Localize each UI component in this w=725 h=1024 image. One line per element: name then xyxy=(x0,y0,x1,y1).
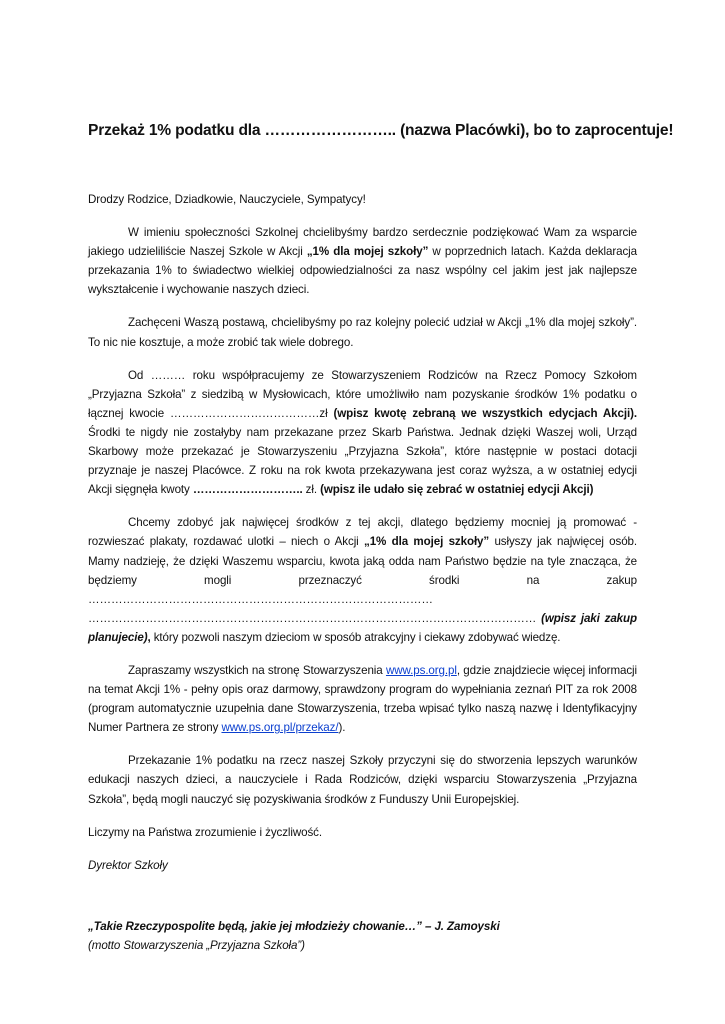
hint-total-amount: (wpisz kwotę zebraną we wszystkich edycjach Akcji). xyxy=(333,406,637,420)
partner-page-link[interactable]: www.ps.org.pl/przekaz/ xyxy=(221,721,339,735)
hint-purchase: (wpisz jaki zakup planujecie) xyxy=(88,611,637,644)
motto-block xyxy=(88,917,637,955)
comma: , xyxy=(147,630,151,644)
currency-label: zł. xyxy=(302,483,321,497)
paragraph-promotion xyxy=(88,513,637,647)
paragraph-website-text-a: Zapraszamy wszystkich na stronę Stowarzyszenia xyxy=(128,663,386,677)
paragraph-website xyxy=(88,661,637,737)
motto-quote: „Takie Rzeczypospolite będą, jakie jej młodzieży chowanie…” – J. Zamoyski xyxy=(88,919,500,933)
paragraph-encouragement: Zachęceni Waszą postawą, chcielibyśmy po raz kolejny polecić udział w Akcji „1% dla mojej szkoły”. To nic nie kosztuje, a może zrobić tak wiele dobrego. xyxy=(88,316,637,349)
paragraph-benefits: Przekazanie 1% podatku na rzecz naszej Szkoły przyczyni się do stworzenia lepszych warunków edukacji naszych dzieci, a nauczyciele i Rada Rodziców, dzięki wsparciu Stowarzyszenia „Przyjazna Szkoła”, będą mogli nauczyć się pozyskiwania środków z Funduszy Unii Europejskiej. xyxy=(88,754,637,806)
purchase-placeholder-line: ……………………………………………………………………………………………………… xyxy=(88,611,542,625)
greeting: Drodzy Rodzice, Dziadkowie, Nauczyciele, Sympatycy! xyxy=(88,193,366,206)
paragraph-promotion-text-c: usłyszy jak najwięcej osób. Mamy nadzieję, że dzięki Waszemu wsparciu, kwota jaką odda nam Państwo będzie na tyle znacząca, że będziemy mogli przeznaczyć środki na zakup ……………………………………………………………………………… xyxy=(88,535,638,606)
document-title: Przekaż 1% podatku dla …………………….. (nazwa Placówki), bo to zaprocentuje! xyxy=(88,122,674,139)
paragraph-promotion-text-g: który pozwoli naszym dzieciom w sposób atrakcyjny i ciekawy zdobywać wiedzę. xyxy=(153,630,561,644)
last-edition-amount-placeholder: ……………………….. xyxy=(192,483,303,497)
hint-last-edition: (wpisz ile udało się zebrać w ostatniej edycji Akcji) xyxy=(320,483,594,497)
paragraph-cooperation xyxy=(88,366,637,500)
closing-line: Liczymy na Państwa zrozumienie i życzliwość. xyxy=(88,825,322,839)
paragraph-website-text-c: ). xyxy=(338,721,346,735)
paragraph-thanks xyxy=(88,223,637,299)
website-link[interactable]: www.ps.org.pl xyxy=(385,663,457,677)
paragraph-cooperation-text-c: Środki te nigdy nie zostałyby nam przekazane przez Skarb Państwa. Jednak dzięki Waszej woli, Urząd Skarbowy może przekazać je Stowarzyszeniu „Przyjazna Szkoła”, które następnie w postaci dotacji przyznaje je naszej Placówce. Z roku na rok kwota przekazywana jest coraz wyższa, a w ostatniej edycji Akcji sięgnęła kwoty xyxy=(88,425,637,497)
paragraph-thanks-text-c: w poprzednich latach. Każda deklaracja przekazania 1% to świadectwo wielkiej odpowiedzialności za nasz wspólny cel jakim jest jak najlepsze wykształcenie i wychowanie naszych dzieci. xyxy=(88,245,637,297)
campaign-name: „1% dla mojej szkoły” xyxy=(306,245,429,259)
paragraph-promotion-text-a: Chcemy zdobyć jak najwięcej środków z tej akcji, dlatego będziemy mocniej ją promować - rozwieszać plakaty, rozdawać ulotki – niech o Akcji xyxy=(88,516,637,549)
paragraph-website-text-b: , gdzie znajdziecie więcej informacji na temat Akcji 1% - pełny opis oraz darmowy, sprawdzony program do wypełniania zeznań PIT za rok 2008 (program automatycznie uzupełnia dane Stowarzyszenia, trzeba wpisać tylko naszą nazwę i Identyfikacyjny Numer Partnera ze strony xyxy=(88,663,637,735)
paragraph-thanks-text-a: W imieniu społeczności Szkolnej chcielibyśmy bardzo serdecznie podziękować Wam za wsparcie jakiego udzieliliście Naszej Szkole w Akcji xyxy=(88,226,637,259)
motto-source: (motto Stowarzyszenia „Przyjazna Szkoła”) xyxy=(88,938,305,952)
paragraph-cooperation-text-a: Od ……… roku współpracujemy ze Stowarzyszeniem Rodziców na Rzecz Pomocy Szkołom „Przyjazna Szkoła” z siedzibą w Mysłowicach, które umożliwiło nam pozyskanie środków 1% podatku o łącznej kwocie …………………………………zł xyxy=(88,368,637,420)
campaign-name: „1% dla mojej szkoły” xyxy=(364,535,490,549)
signature: Dyrektor Szkoły xyxy=(88,858,168,872)
